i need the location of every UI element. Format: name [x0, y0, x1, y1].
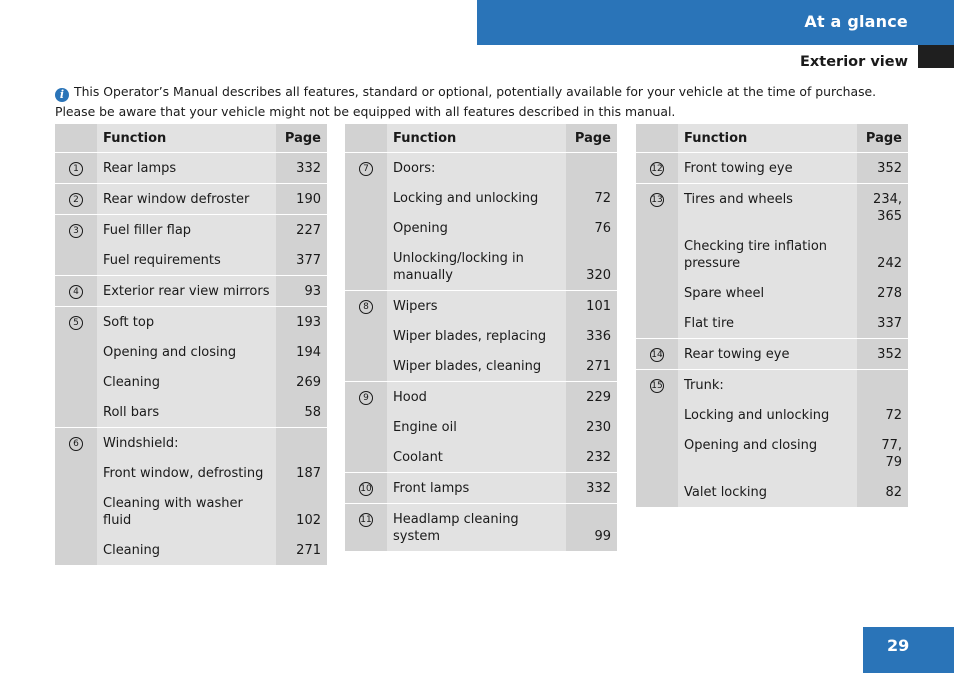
table-row: [636, 338, 908, 369]
function-cell: Hood: [387, 381, 566, 412]
page-cell: 271: [566, 351, 617, 382]
page-cell: 190: [276, 183, 327, 214]
page-cell: 194: [276, 337, 327, 367]
function-cell: Front towing eye: [678, 152, 857, 183]
page-cell: 377: [276, 245, 327, 276]
table-row: [55, 183, 327, 214]
item-number-badge: 2: [69, 193, 83, 207]
item-number: [345, 381, 387, 472]
function-cell: Front lamps: [387, 472, 566, 503]
page-header: Page: [276, 124, 327, 152]
function-cell: Locking and unlocking: [678, 400, 857, 430]
item-number-badge: 1: [69, 162, 83, 176]
function-cell: Headlamp cleaning system: [387, 503, 566, 551]
page-header: Page: [857, 124, 908, 152]
function-cell: Spare wheel: [678, 278, 857, 308]
item-number-badge: 13: [651, 194, 663, 205]
page-cell: 99: [566, 503, 617, 551]
function-cell: Tires and wheels: [678, 183, 857, 231]
item-number: [55, 183, 97, 214]
function-cell: Engine oil: [387, 412, 566, 442]
item-number-badge: 5: [69, 316, 83, 330]
function-cell: Front window, defrosting: [97, 458, 276, 488]
item-number-badge: 9: [359, 391, 373, 405]
table-row: [345, 472, 617, 503]
page-number: 29: [863, 627, 954, 673]
page-cell: 352: [857, 338, 908, 369]
function-cell: Rear towing eye: [678, 338, 857, 369]
function-table-2: [345, 124, 617, 551]
function-header: Function: [678, 124, 857, 152]
function-cell: Windshield:: [97, 427, 276, 458]
function-cell: Locking and unlocking: [387, 183, 566, 213]
page-cell: 229: [566, 381, 617, 412]
function-cell: Wiper blades, cleaning: [387, 351, 566, 382]
page-cell: 271: [276, 535, 327, 565]
info-icon: i: [55, 88, 69, 102]
function-table-3: [636, 124, 908, 507]
page-cell: 187: [276, 458, 327, 488]
page-cell: 93: [276, 275, 327, 306]
table-row: [55, 275, 327, 306]
function-cell: Fuel requirements: [97, 245, 276, 276]
page-cell: 269: [276, 367, 327, 397]
page-header: Page: [566, 124, 617, 152]
page-cell: 230: [566, 412, 617, 442]
table-row: [636, 369, 908, 400]
page-cell: 72: [857, 400, 908, 430]
page-cell: 82: [857, 477, 908, 507]
page-cell: 337: [857, 308, 908, 339]
item-number-badge: 4: [69, 285, 83, 299]
function-cell: Coolant: [387, 442, 566, 473]
function-cell: Fuel filler flap: [97, 214, 276, 245]
page-cell: 320: [566, 243, 617, 291]
table-row: [345, 290, 617, 321]
section-title: Exterior view: [800, 54, 908, 70]
function-cell: Checking tire inflation pressure: [678, 231, 857, 278]
section-tab-marker: [918, 45, 954, 68]
table-row: [345, 503, 617, 551]
page-cell: 332: [276, 152, 327, 183]
function-header: Function: [387, 124, 566, 152]
function-cell: Soft top: [97, 306, 276, 337]
item-number-badge: 12: [651, 163, 663, 174]
function-cell: Doors:: [387, 152, 566, 183]
page-cell: [857, 369, 908, 400]
page-cell: 336: [566, 321, 617, 351]
function-cell: Trunk:: [678, 369, 857, 400]
item-number: [55, 152, 97, 183]
page-cell: 193: [276, 306, 327, 337]
item-number: [55, 427, 97, 565]
function-cell: Rear window defroster: [97, 183, 276, 214]
item-number: [636, 152, 678, 183]
page-cell: 278: [857, 278, 908, 308]
function-cell: Opening: [387, 213, 566, 243]
item-number: [345, 152, 387, 290]
function-cell: Valet locking: [678, 477, 857, 507]
function-cell: Wiper blades, replacing: [387, 321, 566, 351]
table-row: [55, 152, 327, 183]
item-number: [636, 369, 678, 507]
number-header: [345, 124, 387, 152]
item-number: [345, 503, 387, 551]
page-cell: 58: [276, 397, 327, 428]
table-row: [55, 214, 327, 245]
number-header: [636, 124, 678, 152]
item-number-badge: 3: [69, 224, 83, 238]
info-note: [55, 82, 911, 121]
page-cell: 102: [276, 488, 327, 535]
item-number: [55, 306, 97, 427]
function-cell: Opening and closing: [678, 430, 857, 477]
item-number: [55, 214, 97, 275]
page-cell: 227: [276, 214, 327, 245]
item-number-badge: 14: [651, 349, 663, 360]
item-number-badge: 8: [359, 300, 373, 314]
function-cell: Exterior rear view mirrors: [97, 275, 276, 306]
table-row: [345, 152, 617, 183]
page-cell: 242: [857, 231, 908, 278]
item-number: [636, 183, 678, 338]
item-number: [636, 338, 678, 369]
item-number: [55, 275, 97, 306]
item-number-badge: 15: [651, 380, 663, 391]
item-number-badge: 11: [360, 514, 372, 525]
function-table-1: [55, 124, 327, 565]
page-cell: 234, 365: [857, 183, 908, 231]
table-row: [636, 152, 908, 183]
item-number-badge: 6: [69, 437, 83, 451]
function-header: Function: [97, 124, 276, 152]
page-cell: 76: [566, 213, 617, 243]
item-number-badge: 10: [360, 483, 372, 494]
header-band: [477, 0, 954, 45]
function-cell: Unlocking/locking in manually: [387, 243, 566, 291]
chapter-title: At a glance: [804, 12, 908, 31]
page-cell: 352: [857, 152, 908, 183]
function-cell: Opening and closing: [97, 337, 276, 367]
function-cell: Wipers: [387, 290, 566, 321]
item-number: [345, 472, 387, 503]
info-note-text: This Operator’s Manual describes all features, standard or optional, potentially available for your vehicle at the time of purchase. Please be aware that your vehicle might not be equipped with all features described in this manual.: [55, 84, 877, 119]
page-cell: [566, 152, 617, 183]
table-row: [345, 381, 617, 412]
page-cell: [276, 427, 327, 458]
page-cell: 101: [566, 290, 617, 321]
page-cell: 77, 79: [857, 430, 908, 477]
table-row: [55, 306, 327, 337]
number-header: [55, 124, 97, 152]
function-cell: Cleaning: [97, 535, 276, 565]
page-cell: 332: [566, 472, 617, 503]
function-cell: Flat tire: [678, 308, 857, 339]
table-row: [55, 427, 327, 458]
function-cell: Rear lamps: [97, 152, 276, 183]
item-number-badge: 7: [359, 162, 373, 176]
page-cell: 72: [566, 183, 617, 213]
page-cell: 232: [566, 442, 617, 473]
function-cell: Cleaning: [97, 367, 276, 397]
function-cell: Roll bars: [97, 397, 276, 428]
item-number: [345, 290, 387, 381]
table-row: [636, 183, 908, 231]
function-cell: Cleaning with washer fluid: [97, 488, 276, 535]
